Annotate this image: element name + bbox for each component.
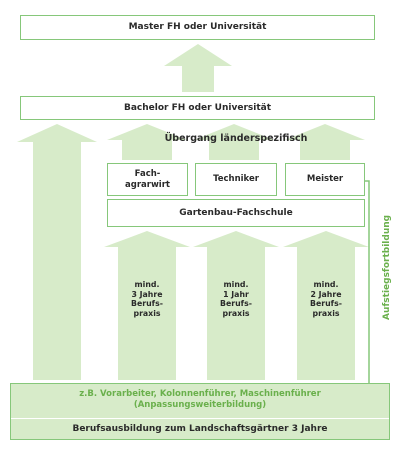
praxis-2-line-1: mind. (223, 280, 249, 289)
ausbildung-box (10, 383, 390, 440)
praxis-3-line-1: mind. (313, 280, 339, 289)
master-label: Master FH oder Universität (128, 22, 267, 33)
uebergang-label: Übergang länderspezifisch (164, 133, 308, 144)
praxis-2-line-3: Berufs- (220, 299, 252, 309)
praxis-label-1 (117, 280, 177, 319)
techniker-box (195, 163, 277, 196)
arrow-ausbildung-to-bachelor (17, 124, 97, 380)
techniker-label: Techniker (213, 174, 259, 185)
bottom-line-2: (Anpassungsweiterbildung) (133, 400, 267, 410)
anpassungsweiterbildung-section (11, 384, 389, 416)
aufstiegsfortbildung-label: Aufstiegsfortbildung (382, 214, 392, 320)
praxis-label-2 (206, 280, 266, 319)
bachelor-label: Bachelor FH oder Universität (123, 102, 272, 113)
praxis-label-3 (296, 280, 356, 319)
fach-line-2: agrarwirt (125, 179, 170, 190)
praxis-3-line-2: 2 Jahre (310, 289, 342, 299)
meister-label: Meister (306, 174, 344, 185)
meister-box (285, 163, 365, 196)
praxis-1-line-1: mind. (134, 280, 160, 289)
master-box (20, 15, 375, 40)
bachelor-box (20, 96, 375, 120)
praxis-3-line-3: Berufs- (310, 299, 342, 309)
praxis-2-line-4: praxis (222, 309, 250, 319)
arrow-bachelor-to-master (164, 44, 232, 92)
schule-label: Gartenbau-Fachschule (179, 207, 293, 218)
praxis-2-line-2: 1 Jahr (223, 289, 249, 299)
praxis-1-line-2: 3 Jahre (131, 289, 163, 299)
praxis-1-line-4: praxis (133, 309, 161, 319)
gartenbau-fachschule-box (107, 199, 365, 227)
bottom-line-3: Berufsausbildung zum Landschaftsgärtner 3 Jahre (72, 424, 328, 434)
bottom-line-1: z.B. Vorarbeiter, Kolonnenführer, Maschinenführer (79, 389, 321, 400)
praxis-3-line-4: praxis (312, 309, 340, 319)
fach-line-1: Fach- (134, 169, 161, 180)
praxis-1-line-3: Berufs- (131, 299, 163, 309)
fachagrarwirt-box (107, 163, 188, 196)
berufsausbildung-section (11, 418, 389, 439)
